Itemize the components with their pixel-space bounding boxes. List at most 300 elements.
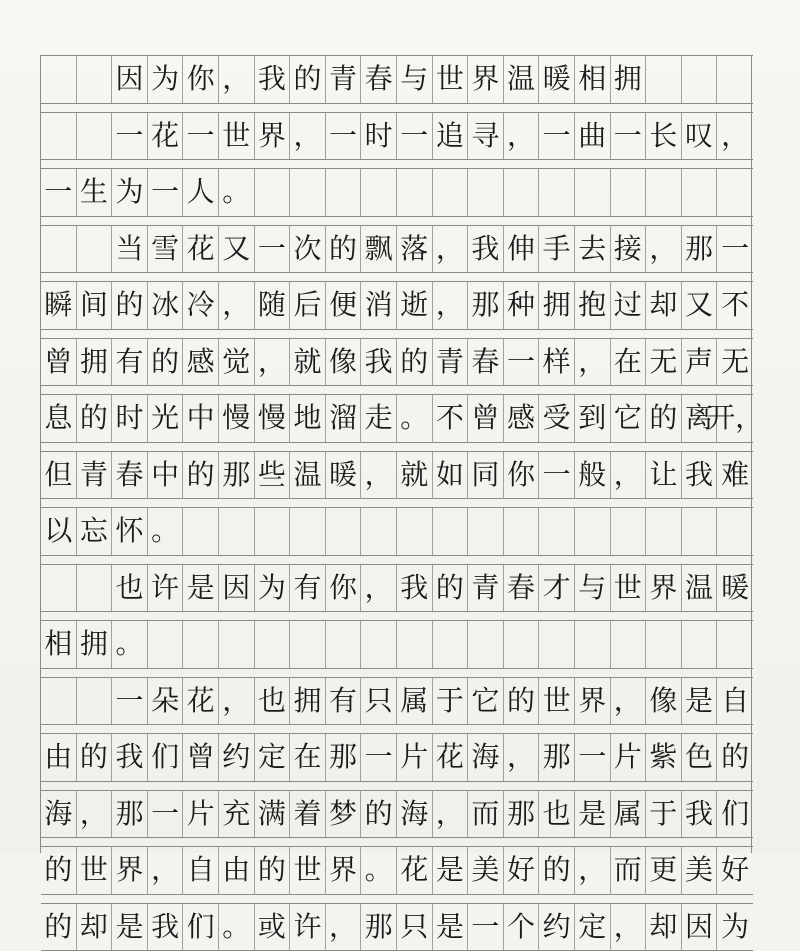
grid-cell: 拥 — [290, 678, 326, 725]
grid-cell: 让 — [646, 452, 682, 499]
grid-cell: 属 — [611, 791, 647, 838]
grid-cell: 或 — [255, 904, 291, 951]
grid-cell: 因 — [112, 56, 148, 103]
grid-cell — [504, 169, 540, 216]
grid-cell: 些 — [255, 452, 291, 499]
grid-cell — [611, 169, 647, 216]
grid-cell: 时 — [112, 395, 148, 442]
grid-cell — [255, 621, 291, 668]
grid-cell: 属 — [397, 678, 433, 725]
grid-cell: 息 — [41, 395, 77, 442]
grid-cell: 定 — [575, 904, 611, 951]
grid-cell — [682, 508, 718, 555]
grid-cell: 一 — [112, 113, 148, 160]
grid-cell: 人 — [183, 169, 219, 216]
grid-cell: 约 — [539, 904, 575, 951]
grid-cell: ， — [646, 226, 682, 273]
grid-cell: 感 — [183, 339, 219, 386]
grid-cell: 到 — [575, 395, 611, 442]
grid-cell: 也 — [112, 565, 148, 612]
grid-cell — [575, 621, 611, 668]
grid-cell: 界 — [112, 847, 148, 894]
grid-cell: 有 — [326, 678, 362, 725]
essay-line-9 — [41, 507, 753, 556]
grid-cell — [468, 621, 504, 668]
grid-cell: 。 — [361, 847, 397, 894]
grid-cell: 那 — [504, 791, 540, 838]
grid-cell: 雪 — [148, 226, 184, 273]
grid-cell: ， — [219, 678, 255, 725]
grid-cell: 暖 — [539, 56, 575, 103]
grid-cell: 慢 — [219, 395, 255, 442]
grid-cell: 寻 — [468, 113, 504, 160]
grid-cell: 的 — [539, 847, 575, 894]
grid-cell: 的 — [397, 339, 433, 386]
grid-cell: 色 — [682, 734, 718, 781]
grid-cell: 受 — [539, 395, 575, 442]
grid-cell: 为 — [255, 565, 291, 612]
grid-cell: 花 — [433, 734, 469, 781]
grid-cell: 瞬 — [41, 282, 77, 329]
grid-cell — [433, 169, 469, 216]
grid-cell — [326, 621, 362, 668]
grid-cell: 世 — [290, 847, 326, 894]
grid-cell: ， — [575, 339, 611, 386]
grid-cell: 抱 — [575, 282, 611, 329]
grid-cell — [290, 169, 326, 216]
grid-cell — [646, 508, 682, 555]
grid-cell: 我 — [468, 226, 504, 273]
grid-cell: 的 — [112, 282, 148, 329]
grid-cell: 是 — [433, 847, 469, 894]
grid-cell: 就 — [397, 452, 433, 499]
grid-cell: 的 — [255, 847, 291, 894]
grid-cell: 中 — [148, 452, 184, 499]
grid-cell: 在 — [290, 734, 326, 781]
grid-cell — [77, 565, 113, 612]
grid-cell — [183, 621, 219, 668]
grid-cell: 是 — [433, 904, 469, 951]
grid-cell: 那 — [682, 226, 718, 273]
grid-cell: 一 — [361, 734, 397, 781]
grid-cell: 们 — [183, 904, 219, 951]
grid-cell: 但 — [41, 452, 77, 499]
grid-cell: 花 — [397, 847, 433, 894]
grid-cell: ， — [361, 452, 397, 499]
grid-cell: 的 — [41, 904, 77, 951]
grid-cell: 海 — [397, 791, 433, 838]
grid-cell: 又 — [682, 282, 718, 329]
grid-cell: 一 — [255, 226, 291, 273]
grid-cell: 逝 — [397, 282, 433, 329]
grid-cell — [41, 56, 77, 103]
grid-cell: 更 — [646, 847, 682, 894]
grid-cell — [361, 169, 397, 216]
grid-cell: 个 — [504, 904, 540, 951]
grid-cell: 的 — [504, 678, 540, 725]
grid-cell — [611, 621, 647, 668]
grid-cell: 走 — [361, 395, 397, 442]
grid-cell: 冷 — [183, 282, 219, 329]
grid-cell — [575, 169, 611, 216]
grid-cell: 也 — [539, 791, 575, 838]
grid-cell: 那 — [468, 282, 504, 329]
grid-cell: 像 — [646, 678, 682, 725]
grid-cell: 与 — [575, 565, 611, 612]
grid-cell: 一 — [41, 169, 77, 216]
grid-cell — [575, 508, 611, 555]
grid-cell: 才 — [539, 565, 575, 612]
grid-cell: 世 — [77, 847, 113, 894]
grid-cell: 同 — [468, 452, 504, 499]
grid-cell: 。 — [219, 169, 255, 216]
manuscript-grid — [40, 55, 752, 853]
grid-cell: 充 — [219, 791, 255, 838]
grid-cell: 朵 — [148, 678, 184, 725]
grid-cell: 像 — [326, 339, 362, 386]
grid-cell: 紫 — [646, 734, 682, 781]
grid-cell: 许 — [290, 904, 326, 951]
grid-cell: 手 — [539, 226, 575, 273]
grid-cell — [326, 508, 362, 555]
grid-cell: 样 — [539, 339, 575, 386]
grid-cell: 与 — [397, 56, 433, 103]
grid-cell — [433, 621, 469, 668]
grid-cell: 由 — [41, 734, 77, 781]
grid-cell: 无 — [717, 339, 753, 386]
grid-cell: 觉 — [219, 339, 255, 386]
grid-cell: 温 — [290, 452, 326, 499]
grid-cell: ， — [433, 282, 469, 329]
grid-cell: ， — [361, 565, 397, 612]
grid-cell: 由 — [219, 847, 255, 894]
grid-cell — [646, 56, 682, 103]
grid-cell: 我 — [112, 734, 148, 781]
grid-cell: ， — [433, 226, 469, 273]
grid-cell: 的 — [433, 565, 469, 612]
grid-cell: 一 — [611, 113, 647, 160]
grid-cell: 花 — [148, 113, 184, 160]
grid-cell: 海 — [41, 791, 77, 838]
grid-cell: 冰 — [148, 282, 184, 329]
grid-cell — [717, 169, 753, 216]
grid-cell: 难 — [717, 452, 753, 499]
grid-cell — [219, 621, 255, 668]
grid-cell: 为 — [148, 56, 184, 103]
grid-cell: ， — [611, 678, 647, 725]
grid-cell: 光 — [148, 395, 184, 442]
grid-cell — [397, 508, 433, 555]
grid-cell — [41, 113, 77, 160]
grid-cell — [361, 508, 397, 555]
essay-line-14 — [41, 790, 753, 839]
grid-cell: 们 — [717, 791, 753, 838]
grid-cell: 春 — [112, 452, 148, 499]
grid-cell: 而 — [611, 847, 647, 894]
grid-cell: 因 — [219, 565, 255, 612]
grid-cell — [290, 621, 326, 668]
grid-cell: 自 — [717, 678, 753, 725]
grid-cell: ， — [575, 847, 611, 894]
grid-cell: 相 — [575, 56, 611, 103]
grid-cell: 好 — [504, 847, 540, 894]
grid-cell: 片 — [397, 734, 433, 781]
grid-cell: 。 — [148, 508, 184, 555]
grid-cell: 青 — [326, 56, 362, 103]
grid-cell: 是 — [183, 565, 219, 612]
grid-cell: ， — [148, 847, 184, 894]
grid-cell: 的 — [183, 452, 219, 499]
essay-line-4 — [41, 225, 753, 274]
grid-cell: 春 — [361, 56, 397, 103]
grid-cell: 你 — [326, 565, 362, 612]
grid-cell: 我 — [397, 565, 433, 612]
grid-cell: 它 — [468, 678, 504, 725]
grid-cell: 曲 — [575, 113, 611, 160]
grid-cell: 世 — [611, 565, 647, 612]
grid-cell: ， — [326, 904, 362, 951]
grid-cell: 美 — [682, 847, 718, 894]
grid-cell — [504, 508, 540, 555]
grid-cell — [611, 508, 647, 555]
essay-line-5 — [41, 281, 753, 330]
grid-cell: 长 — [646, 113, 682, 160]
essay-line-11 — [41, 620, 753, 669]
grid-cell — [646, 621, 682, 668]
grid-cell: 界 — [575, 678, 611, 725]
grid-cell: ， — [77, 791, 113, 838]
grid-cell: 你 — [183, 56, 219, 103]
essay-line-1 — [41, 55, 753, 104]
grid-cell: 于 — [433, 678, 469, 725]
grid-cell — [290, 508, 326, 555]
grid-cell: 因 — [682, 904, 718, 951]
grid-cell: 温 — [504, 56, 540, 103]
grid-cell: 有 — [112, 339, 148, 386]
grid-cell: 界 — [468, 56, 504, 103]
grid-cell: 。 — [219, 904, 255, 951]
grid-cell — [539, 621, 575, 668]
grid-cell: 片 — [611, 734, 647, 781]
grid-cell: 的 — [290, 56, 326, 103]
grid-cell: 却 — [646, 282, 682, 329]
grid-cell — [255, 508, 291, 555]
grid-cell — [219, 508, 255, 555]
grid-cell: 一 — [183, 113, 219, 160]
grid-cell: 那 — [219, 452, 255, 499]
essay-line-13 — [41, 733, 753, 782]
grid-cell: 有 — [290, 565, 326, 612]
grid-cell: 过 — [611, 282, 647, 329]
grid-cell: 伸 — [504, 226, 540, 273]
grid-cell: 不 — [717, 282, 753, 329]
grid-cell: 那 — [112, 791, 148, 838]
grid-cell: 我 — [255, 56, 291, 103]
grid-cell: 于 — [646, 791, 682, 838]
grid-cell: 在 — [611, 339, 647, 386]
grid-cell: 一 — [575, 734, 611, 781]
grid-cell: 满 — [255, 791, 291, 838]
grid-cell: 拥 — [77, 339, 113, 386]
grid-cell: 一 — [717, 226, 753, 273]
grid-cell — [397, 621, 433, 668]
grid-cell: 的 — [77, 734, 113, 781]
grid-cell: 一 — [148, 169, 184, 216]
grid-cell: 为 — [717, 904, 753, 951]
grid-cell: 花 — [183, 226, 219, 273]
grid-cell: 们 — [148, 734, 184, 781]
grid-cell: 溜 — [326, 395, 362, 442]
grid-cell: 无 — [646, 339, 682, 386]
grid-cell: 界 — [326, 847, 362, 894]
grid-cell — [717, 56, 753, 103]
grid-cell — [433, 508, 469, 555]
grid-cell: 海 — [468, 734, 504, 781]
grid-cell — [539, 169, 575, 216]
grid-cell — [682, 621, 718, 668]
grid-cell: 声 — [682, 339, 718, 386]
grid-cell: 后 — [290, 282, 326, 329]
grid-cell: 忘 — [77, 508, 113, 555]
grid-cell: 。 — [397, 395, 433, 442]
grid-cell: 次 — [290, 226, 326, 273]
grid-cell: 世 — [539, 678, 575, 725]
essay-line-10 — [41, 564, 753, 613]
grid-cell: 片 — [183, 791, 219, 838]
grid-cell — [397, 169, 433, 216]
grid-cell: ， — [255, 339, 291, 386]
grid-cell: ， — [433, 791, 469, 838]
grid-cell: 不 — [433, 395, 469, 442]
grid-cell: 好 — [717, 847, 753, 894]
grid-cell: 世 — [433, 56, 469, 103]
grid-cell: 界 — [646, 565, 682, 612]
grid-cell — [77, 56, 113, 103]
grid-cell: 一 — [504, 339, 540, 386]
grid-cell: 那 — [326, 734, 362, 781]
grid-cell: 曾 — [183, 734, 219, 781]
essay-line-2 — [41, 112, 753, 161]
grid-cell: 春 — [504, 565, 540, 612]
grid-cell: 接 — [611, 226, 647, 273]
grid-cell: 开， — [717, 395, 753, 442]
grid-cell: 它 — [611, 395, 647, 442]
grid-cell: 一 — [539, 113, 575, 160]
essay-line-15 — [41, 846, 753, 895]
grid-cell: 消 — [361, 282, 397, 329]
grid-cell: 只 — [361, 678, 397, 725]
grid-cell: 青 — [468, 565, 504, 612]
essay-line-8 — [41, 451, 753, 500]
grid-cell: 中 — [183, 395, 219, 442]
grid-cell: 我 — [682, 452, 718, 499]
grid-cell: 的 — [646, 395, 682, 442]
grid-cell: 就 — [290, 339, 326, 386]
grid-cell: 定 — [255, 734, 291, 781]
grid-cell: 是 — [682, 678, 718, 725]
grid-cell: 曾 — [468, 395, 504, 442]
grid-cell: 间 — [77, 282, 113, 329]
grid-cell: 我 — [148, 904, 184, 951]
grid-cell: 怀 — [112, 508, 148, 555]
grid-cell: 拥 — [77, 621, 113, 668]
grid-cell: 的 — [361, 791, 397, 838]
grid-cell: 暖 — [717, 565, 753, 612]
essay-line-6 — [41, 338, 753, 387]
grid-cell: 种 — [504, 282, 540, 329]
grid-cell: 。 — [112, 621, 148, 668]
grid-cell: 般 — [575, 452, 611, 499]
grid-cell: ， — [219, 282, 255, 329]
grid-cell: 如 — [433, 452, 469, 499]
essay-line-16 — [41, 903, 753, 951]
grid-cell: 青 — [77, 452, 113, 499]
grid-cell: 界 — [255, 113, 291, 160]
grid-cell: 那 — [539, 734, 575, 781]
grid-cell: 一 — [112, 678, 148, 725]
grid-cell: 的 — [148, 339, 184, 386]
grid-cell: 地 — [290, 395, 326, 442]
grid-cell: 着 — [290, 791, 326, 838]
grid-cell: 却 — [77, 904, 113, 951]
grid-cell: ， — [717, 113, 753, 160]
grid-cell — [77, 226, 113, 273]
grid-cell: 随 — [255, 282, 291, 329]
grid-cell: 便 — [326, 282, 362, 329]
grid-cell — [183, 508, 219, 555]
grid-cell: 落 — [397, 226, 433, 273]
grid-cell: ， — [219, 56, 255, 103]
grid-cell — [77, 113, 113, 160]
grid-cell: 花 — [183, 678, 219, 725]
grid-cell: 春 — [468, 339, 504, 386]
grid-cell: 而 — [468, 791, 504, 838]
grid-cell: 当 — [112, 226, 148, 273]
grid-cell: 去 — [575, 226, 611, 273]
grid-cell: 生 — [77, 169, 113, 216]
grid-cell — [682, 56, 718, 103]
grid-cell: ， — [290, 113, 326, 160]
grid-cell — [41, 565, 77, 612]
grid-cell — [682, 169, 718, 216]
grid-cell: 梦 — [326, 791, 362, 838]
grid-cell: ， — [611, 904, 647, 951]
grid-cell — [361, 621, 397, 668]
grid-cell — [468, 508, 504, 555]
grid-cell: 你 — [504, 452, 540, 499]
grid-cell — [717, 621, 753, 668]
grid-cell: 的 — [717, 734, 753, 781]
grid-cell: 飘 — [361, 226, 397, 273]
grid-cell: ， — [504, 113, 540, 160]
essay-line-7 — [41, 394, 753, 443]
grid-cell: 为 — [112, 169, 148, 216]
grid-cell — [539, 508, 575, 555]
grid-cell: 拥 — [539, 282, 575, 329]
grid-cell: 却 — [646, 904, 682, 951]
grid-cell — [255, 169, 291, 216]
grid-cell — [148, 621, 184, 668]
grid-cell: 一 — [326, 113, 362, 160]
grid-cell: ， — [611, 452, 647, 499]
grid-cell: 自 — [183, 847, 219, 894]
grid-cell — [717, 508, 753, 555]
grid-cell: 我 — [361, 339, 397, 386]
grid-cell: ， — [504, 734, 540, 781]
grid-cell — [41, 226, 77, 273]
grid-cell: 一 — [539, 452, 575, 499]
essay-line-12 — [41, 677, 753, 726]
